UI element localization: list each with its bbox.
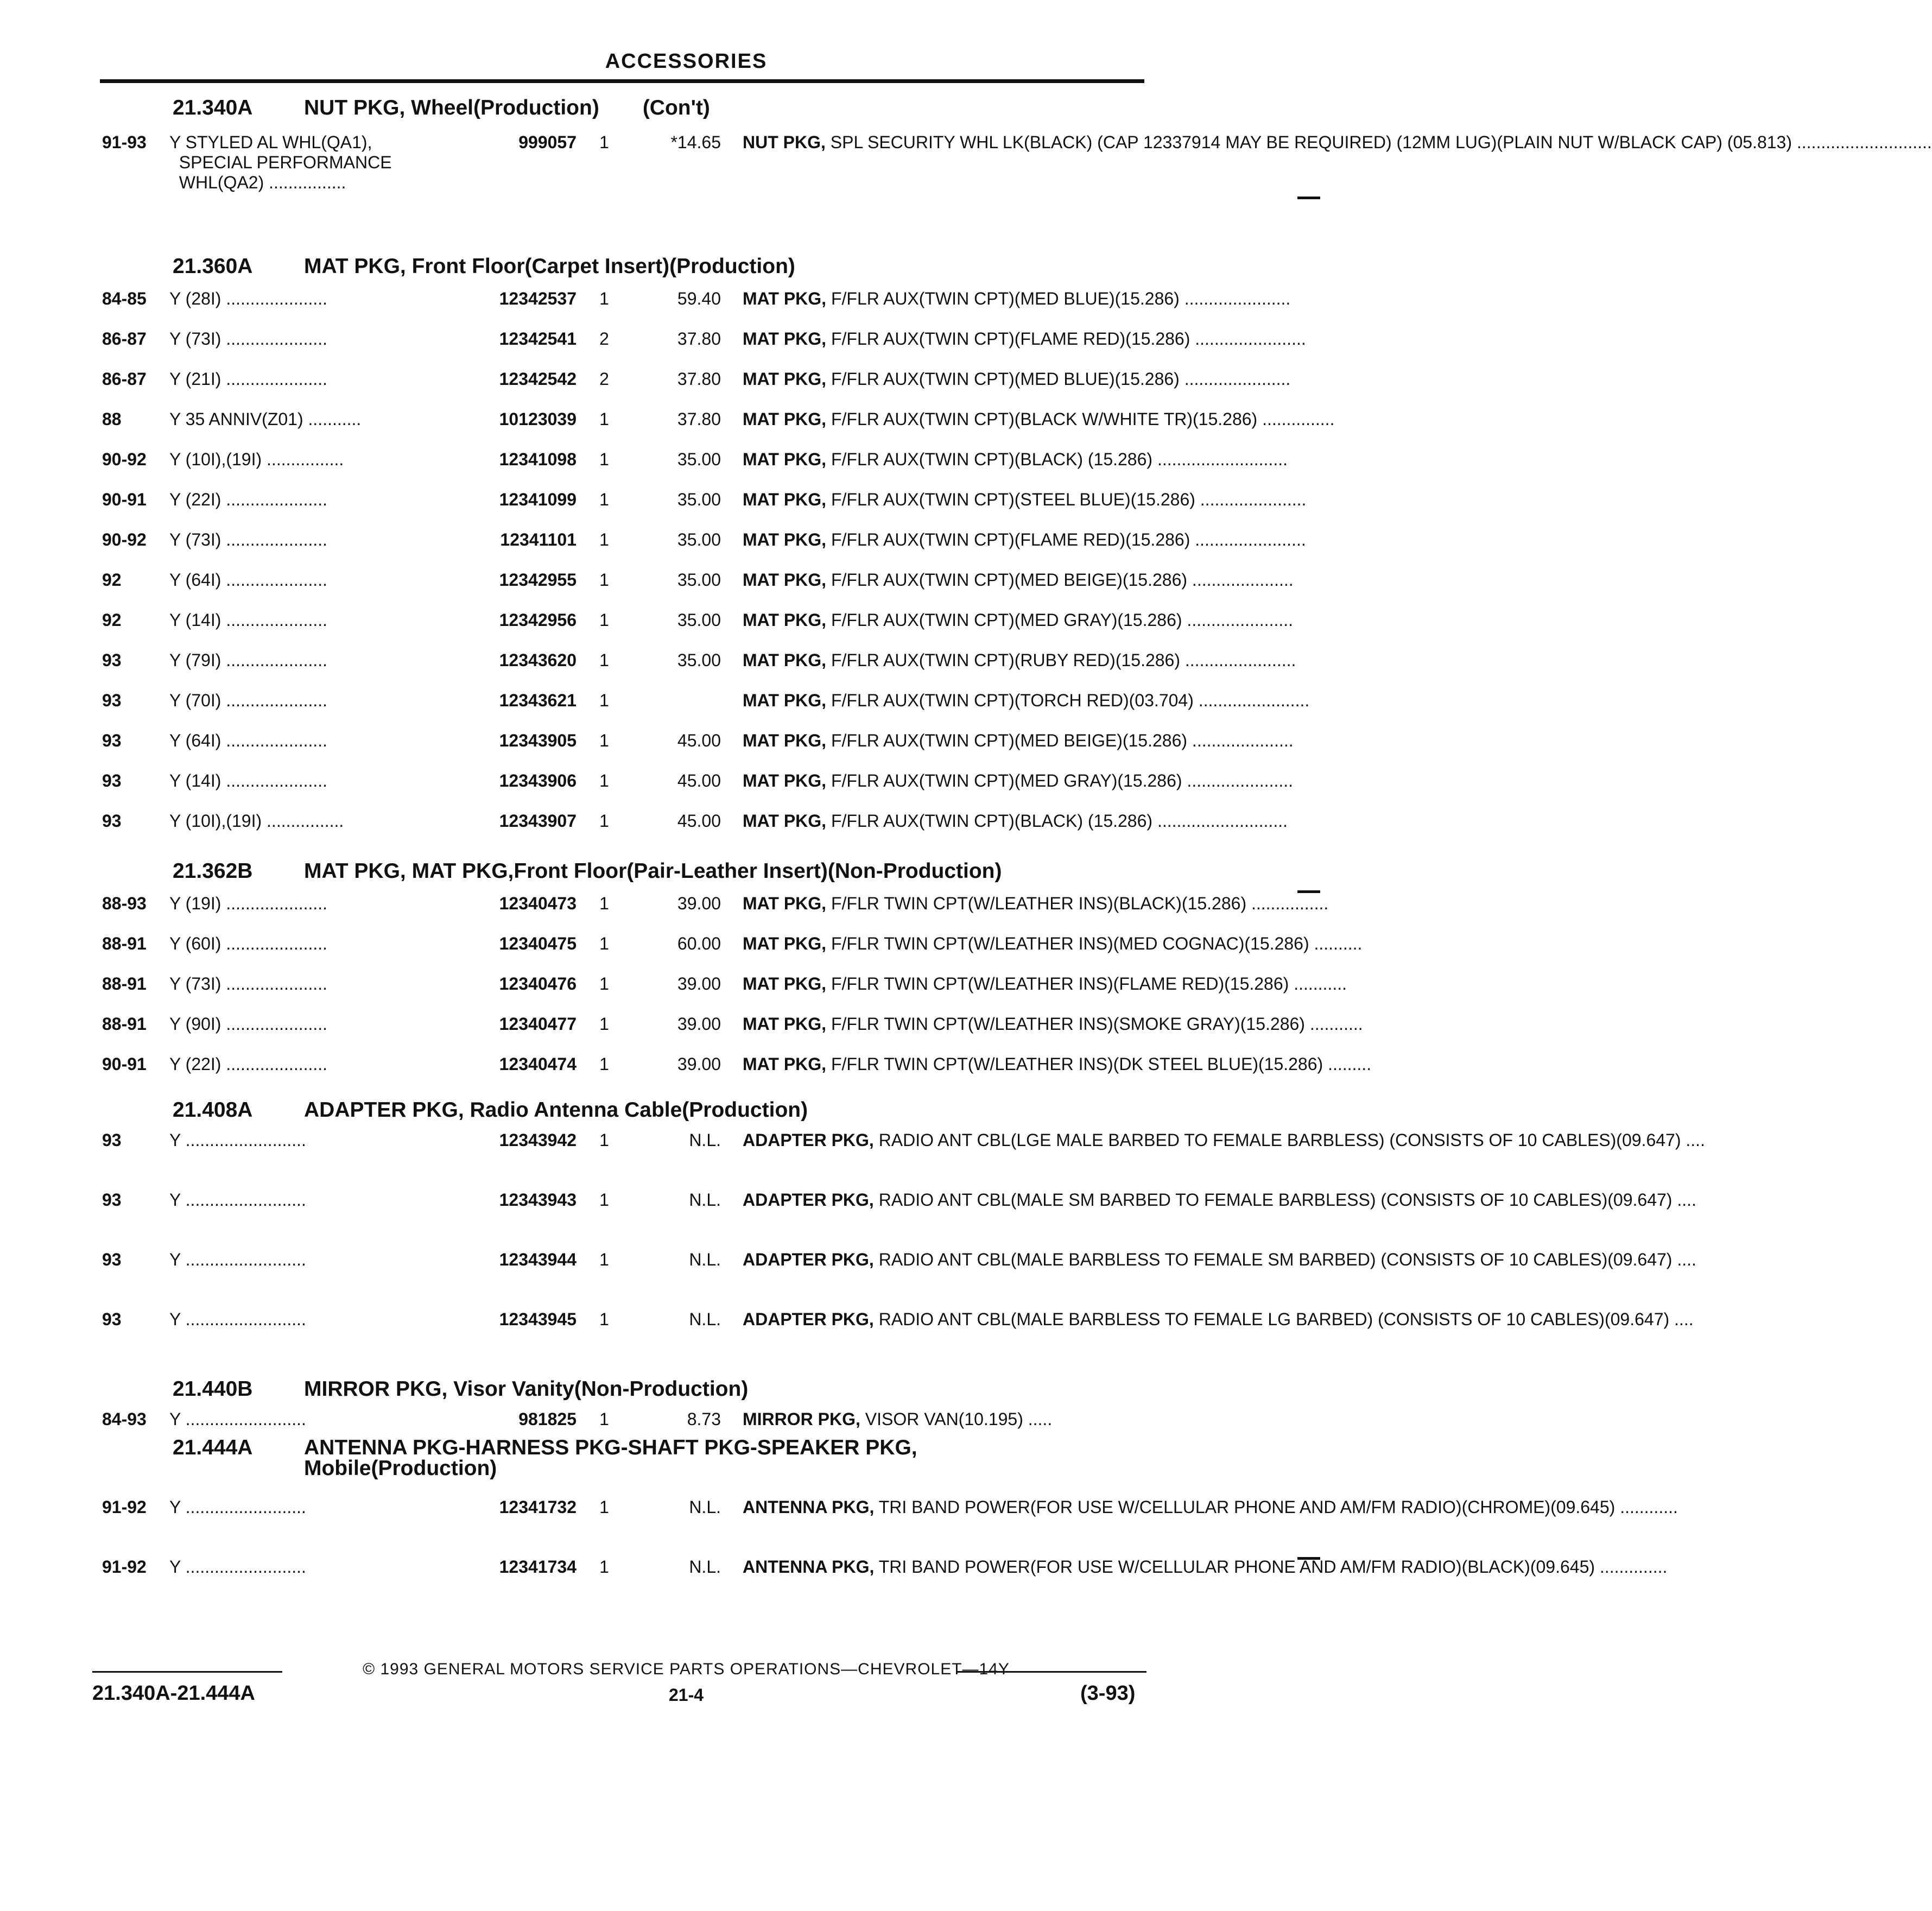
list-price: N.L. <box>689 1497 721 1517</box>
list-price: N.L. <box>689 1309 721 1329</box>
quantity: 1 <box>599 771 609 790</box>
section-heading <box>173 1379 1171 1400</box>
section-title: MAT PKG, Front Floor(Carpet Insert)(Production) <box>304 255 795 278</box>
list-price: 37.80 <box>677 369 721 389</box>
part-number: 12342537 <box>499 289 577 308</box>
part-name: ANTENNA PKG, <box>743 1557 875 1577</box>
part-details: F/FLR TWIN CPT(W/LEATHER INS)(MED COGNAC)(15.286) .......... <box>826 934 1363 953</box>
list-price: 60.00 <box>677 934 721 953</box>
quantity: 1 <box>599 1250 609 1269</box>
model-years: 90-92 <box>102 450 147 469</box>
part-name: MAT PKG, <box>743 1054 827 1074</box>
model-years: 93 <box>102 1309 122 1329</box>
usage-description: Y (90I) ..................... <box>169 1014 328 1034</box>
part-description <box>743 1409 1161 1429</box>
list-price: 8.73 <box>687 1409 721 1429</box>
part-number: 12341101 <box>500 530 577 549</box>
part-number: 12343943 <box>499 1190 577 1210</box>
model-years: 93 <box>102 1250 122 1269</box>
quantity: 1 <box>599 530 609 549</box>
part-name: MAT PKG, <box>743 610 827 630</box>
list-price: 39.00 <box>677 1054 721 1074</box>
part-number: 12342955 <box>499 570 577 590</box>
part-description <box>743 610 1294 630</box>
model-years: 90-92 <box>102 530 147 549</box>
model-years: 93 <box>102 771 122 790</box>
part-number: 12343905 <box>499 731 577 750</box>
section-heading <box>173 1438 1171 1479</box>
part-name: MAT PKG, <box>743 289 827 308</box>
usage-description: Y ......................... <box>169 1130 306 1150</box>
part-name: MAT PKG, <box>743 731 827 750</box>
part-details: F/FLR TWIN CPT(W/LEATHER INS)(FLAME RED)(15.286) ........... <box>826 974 1347 994</box>
part-details: F/FLR AUX(TWIN CPT)(MED GRAY)(15.286) ...................... <box>826 771 1294 790</box>
part-name: MAT PKG, <box>743 329 827 349</box>
part-name: MAT PKG, <box>743 811 827 831</box>
section-title: NUT PKG, Wheel(Production) <box>304 96 599 119</box>
margin-mark <box>1297 890 1320 893</box>
section-heading <box>173 861 1171 882</box>
model-years: 93 <box>102 811 122 831</box>
usage-description: Y (19I) ..................... <box>169 894 328 913</box>
part-number: 12341098 <box>499 450 577 469</box>
usage-description: Y (21I) ..................... <box>169 369 328 389</box>
quantity: 1 <box>599 731 609 750</box>
model-years: 91-92 <box>102 1557 147 1577</box>
revision-date: (3-93) <box>1080 1682 1136 1705</box>
part-name: MAT PKG, <box>743 934 827 953</box>
part-name: MAT PKG, <box>743 409 827 429</box>
model-years: 92 <box>102 570 122 590</box>
section-continued: (Con't) <box>642 96 710 119</box>
part-details: F/FLR AUX(TWIN CPT)(STEEL BLUE)(15.286) ...................... <box>826 490 1307 509</box>
quantity: 1 <box>599 1409 609 1429</box>
quantity: 1 <box>599 894 609 913</box>
quantity: 1 <box>599 610 609 630</box>
part-details: F/FLR AUX(TWIN CPT)(FLAME RED)(15.286) ....................... <box>826 530 1306 549</box>
part-name: MAT PKG, <box>743 450 827 469</box>
usage-description: Y 35 ANNIV(Z01) ........... <box>169 409 362 429</box>
part-details: RADIO ANT CBL(LGE MALE BARBED TO FEMALE BARBLESS) (CONSISTS OF 10 CABLES)(09.647) .... <box>873 1130 1705 1150</box>
model-years: 90-91 <box>102 1054 147 1074</box>
list-price: 39.00 <box>677 1014 721 1034</box>
model-years: 91-93 <box>102 132 147 152</box>
usage-description: Y ......................... <box>169 1497 306 1517</box>
part-details: F/FLR AUX(TWIN CPT)(FLAME RED)(15.286) ....................... <box>826 329 1306 349</box>
part-description <box>743 409 1335 429</box>
usage-description: Y (14I) ..................... <box>169 610 328 630</box>
model-years: 84-93 <box>102 1409 147 1429</box>
part-number: 12340474 <box>499 1054 577 1074</box>
part-name: ANTENNA PKG, <box>743 1497 875 1517</box>
usage-description: Y (64I) ..................... <box>169 570 328 590</box>
usage-description: Y (79I) ..................... <box>169 650 328 670</box>
quantity: 1 <box>599 289 609 308</box>
part-number: 12343945 <box>499 1309 577 1329</box>
section-code: 21.440B <box>173 1377 253 1401</box>
part-number: 12340475 <box>499 934 577 953</box>
list-price: 37.80 <box>677 329 721 349</box>
part-description <box>743 530 1306 550</box>
part-name: MAT PKG, <box>743 974 827 994</box>
section-code: 21.444A <box>173 1436 253 1459</box>
part-name: MIRROR PKG, <box>743 1409 860 1429</box>
list-price: 35.00 <box>677 490 721 509</box>
quantity: 1 <box>599 1309 609 1329</box>
part-name: ADAPTER PKG, <box>743 1309 874 1329</box>
list-price: 35.00 <box>677 530 721 549</box>
part-details: RADIO ANT CBL(MALE SM BARBED TO FEMALE BARBLESS) (CONSISTS OF 10 CABLES)(09.647) .... <box>873 1190 1696 1210</box>
part-details: F/FLR AUX(TWIN CPT)(MED BEIGE)(15.286) ..................... <box>826 731 1294 750</box>
part-details: F/FLR TWIN CPT(W/LEATHER INS)(SMOKE GRAY)(15.286) ........... <box>826 1014 1363 1034</box>
model-years: 93 <box>102 731 122 750</box>
part-details: SPL SECURITY WHL LK(BLACK) (CAP 12337914 MAY BE REQUIRED) (12MM LUG)(PLAIN NUT W/BLACK CAP) (05.813) ............................ <box>825 132 1932 152</box>
usage-description: Y STYLED AL WHL(QA1), SPECIAL PERFORMANCE WHL(QA2) ................ <box>169 132 392 192</box>
usage-description: Y (10I),(19I) ................ <box>169 811 344 831</box>
usage-description: Y ......................... <box>169 1409 306 1429</box>
section-title: ANTENNA PKG-HARNESS PKG-SHAFT PKG-SPEAKER PKG, Mobile(Production) <box>304 1436 917 1480</box>
part-description <box>743 369 1291 389</box>
section-code: 21.340A <box>173 96 253 119</box>
part-details: F/FLR AUX(TWIN CPT)(MED BEIGE)(15.286) ..................... <box>826 570 1294 590</box>
part-name: MAT PKG, <box>743 771 827 790</box>
usage-description: Y (73I) ..................... <box>169 530 328 549</box>
footer-section-range: 21.340A-21.444A <box>92 1682 255 1705</box>
model-years: 88-93 <box>102 894 147 913</box>
usage-description: Y (22I) ..................... <box>169 490 328 509</box>
list-price: 59.40 <box>677 289 721 308</box>
part-details: F/FLR AUX(TWIN CPT)(BLACK W/WHITE TR)(15.286) ............... <box>826 409 1335 429</box>
part-name: ADAPTER PKG, <box>743 1250 874 1269</box>
part-number: 12343944 <box>499 1250 577 1269</box>
quantity: 1 <box>599 811 609 831</box>
quantity: 1 <box>599 1130 609 1150</box>
quantity: 1 <box>599 1054 609 1074</box>
list-price: 37.80 <box>677 409 721 429</box>
usage-description: Y ......................... <box>169 1309 306 1329</box>
part-description <box>743 132 1932 153</box>
list-price: N.L. <box>689 1250 721 1269</box>
part-number: 981825 <box>518 1409 577 1429</box>
section-heading <box>173 1100 1171 1121</box>
usage-description: Y (73I) ..................... <box>169 329 328 349</box>
part-name: ADAPTER PKG, <box>743 1130 874 1150</box>
part-description <box>743 771 1294 791</box>
model-years: 84-85 <box>102 289 147 308</box>
part-number: 12343906 <box>499 771 577 790</box>
part-name: MAT PKG, <box>743 894 827 913</box>
list-price: 39.00 <box>677 894 721 913</box>
quantity: 1 <box>599 450 609 469</box>
part-description <box>743 934 1363 954</box>
quantity: 1 <box>599 1014 609 1034</box>
list-price: 35.00 <box>677 610 721 630</box>
quantity: 2 <box>599 369 609 389</box>
part-description <box>743 650 1296 670</box>
page-title: ACCESSORIES <box>605 50 768 73</box>
usage-description: Y ......................... <box>169 1250 306 1269</box>
quantity: 1 <box>599 1190 609 1210</box>
part-number: 999057 <box>518 132 577 152</box>
part-description <box>743 1250 1696 1270</box>
part-description <box>743 1130 1705 1150</box>
part-description <box>743 1309 1694 1330</box>
part-description <box>743 490 1307 510</box>
part-number: 12342956 <box>499 610 577 630</box>
list-price: N.L. <box>689 1190 721 1210</box>
list-price: 35.00 <box>677 450 721 469</box>
section-title: MAT PKG, MAT PKG,Front Floor(Pair-Leather Insert)(Non-Production) <box>304 859 1002 883</box>
section-code: 21.360A <box>173 255 253 278</box>
usage-description: Y (64I) ..................... <box>169 731 328 750</box>
part-name: MAT PKG, <box>743 530 827 549</box>
part-number: 12343621 <box>499 691 577 710</box>
part-number: 12341734 <box>499 1557 577 1577</box>
model-years: 88-91 <box>102 974 147 994</box>
part-number: 12342542 <box>499 369 577 389</box>
section-heading <box>173 98 1171 118</box>
part-name: MAT PKG, <box>743 490 827 509</box>
part-name: MAT PKG, <box>743 369 827 389</box>
section-heading <box>173 256 1171 277</box>
part-details: F/FLR AUX(TWIN CPT)(MED BLUE)(15.286) ...................... <box>826 289 1291 308</box>
model-years: 88 <box>102 409 122 429</box>
part-details: TRI BAND POWER(FOR USE W/CELLULAR PHONE AND AM/FM RADIO)(CHROME)(09.645) ............ <box>874 1497 1678 1517</box>
quantity: 1 <box>599 490 609 509</box>
model-years: 93 <box>102 650 122 670</box>
quantity: 1 <box>599 691 609 710</box>
part-name: MAT PKG, <box>743 650 827 670</box>
part-name: ADAPTER PKG, <box>743 1190 874 1210</box>
part-details: VISOR VAN(10.195) ..... <box>860 1409 1053 1429</box>
quantity: 1 <box>599 570 609 590</box>
quantity: 1 <box>599 132 609 152</box>
part-number: 12341099 <box>499 490 577 509</box>
footer-rule-right <box>957 1671 1146 1673</box>
part-description <box>743 691 1310 711</box>
margin-mark <box>1297 1557 1320 1560</box>
list-price: N.L. <box>689 1130 721 1150</box>
part-description <box>743 894 1329 914</box>
usage-description: Y (70I) ..................... <box>169 691 328 710</box>
model-years: 93 <box>102 1130 122 1150</box>
part-description <box>743 974 1347 994</box>
list-price: 45.00 <box>677 811 721 831</box>
part-details: RADIO ANT CBL(MALE BARBLESS TO FEMALE SM BARBED) (CONSISTS OF 10 CABLES)(09.647) .... <box>873 1250 1696 1269</box>
page-number: 21-4 <box>668 1685 704 1705</box>
part-number: 10123039 <box>499 409 577 429</box>
section-title: ADAPTER PKG, Radio Antenna Cable(Production) <box>304 1098 808 1122</box>
part-details: F/FLR AUX(TWIN CPT)(RUBY RED)(15.286) ....................... <box>826 650 1296 670</box>
part-description <box>743 450 1288 470</box>
part-description <box>743 731 1294 751</box>
margin-mark <box>1297 197 1320 199</box>
part-description <box>743 289 1291 309</box>
part-details: F/FLR AUX(TWIN CPT)(MED BLUE)(15.286) ...................... <box>826 369 1291 389</box>
list-price: 45.00 <box>677 771 721 790</box>
usage-description: Y (60I) ..................... <box>169 934 328 953</box>
part-number: 12340473 <box>499 894 577 913</box>
part-description <box>743 1190 1696 1210</box>
list-price: N.L. <box>689 1557 721 1577</box>
part-details: RADIO ANT CBL(MALE BARBLESS TO FEMALE LG BARBED) (CONSISTS OF 10 CABLES)(09.647) .... <box>873 1309 1694 1329</box>
model-years: 88-91 <box>102 934 147 953</box>
model-years: 86-87 <box>102 369 147 389</box>
list-price: 35.00 <box>677 650 721 670</box>
quantity: 1 <box>599 1557 609 1577</box>
part-description <box>743 811 1288 831</box>
section-code: 21.408A <box>173 1098 253 1122</box>
usage-description: Y (28I) ..................... <box>169 289 328 308</box>
part-name: NUT PKG, <box>743 132 826 152</box>
usage-description: Y ......................... <box>169 1557 306 1577</box>
quantity: 2 <box>599 329 609 349</box>
quantity: 1 <box>599 409 609 429</box>
usage-description: Y (73I) ..................... <box>169 974 328 994</box>
section-code: 21.362B <box>173 859 253 883</box>
quantity: 1 <box>599 934 609 953</box>
part-description <box>743 1054 1372 1074</box>
part-number: 12343907 <box>499 811 577 831</box>
list-price: *14.65 <box>670 132 721 152</box>
quantity: 1 <box>599 974 609 994</box>
model-years: 92 <box>102 610 122 630</box>
part-name: MAT PKG, <box>743 691 827 710</box>
part-description <box>743 570 1294 590</box>
part-description <box>743 1014 1363 1034</box>
part-details: TRI BAND POWER(FOR USE W/CELLULAR PHONE AND AM/FM RADIO)(BLACK)(09.645) .............. <box>874 1557 1668 1577</box>
part-description <box>743 1497 1678 1517</box>
part-description <box>743 329 1306 349</box>
list-price: 39.00 <box>677 974 721 994</box>
model-years: 86-87 <box>102 329 147 349</box>
part-number: 12340477 <box>499 1014 577 1034</box>
list-price: 35.00 <box>677 570 721 590</box>
part-details: F/FLR AUX(TWIN CPT)(BLACK) (15.286) ........................... <box>826 450 1288 469</box>
model-years: 93 <box>102 691 122 710</box>
part-details: F/FLR AUX(TWIN CPT)(TORCH RED)(03.704) ....................... <box>826 691 1310 710</box>
usage-description: Y (10I),(19I) ................ <box>169 450 344 469</box>
part-details: F/FLR AUX(TWIN CPT)(BLACK) (15.286) ........................... <box>826 811 1288 831</box>
section-title: MIRROR PKG, Visor Vanity(Non-Production) <box>304 1377 749 1401</box>
usage-description: Y (14I) ..................... <box>169 771 328 790</box>
quantity: 1 <box>599 650 609 670</box>
part-number: 12341732 <box>499 1497 577 1517</box>
list-price: 45.00 <box>677 731 721 750</box>
model-years: 90-91 <box>102 490 147 509</box>
part-number: 12340476 <box>499 974 577 994</box>
part-number: 12343620 <box>499 650 577 670</box>
part-name: MAT PKG, <box>743 570 827 590</box>
footer-copyright: © 1993 GENERAL MOTORS SERVICE PARTS OPERATIONS—CHEVROLET—14Y <box>363 1660 1010 1678</box>
usage-description: Y (22I) ..................... <box>169 1054 328 1074</box>
model-years: 91-92 <box>102 1497 147 1517</box>
part-number: 12342541 <box>499 329 577 349</box>
part-description <box>743 1557 1668 1577</box>
part-details: F/FLR TWIN CPT(W/LEATHER INS)(DK STEEL BLUE)(15.286) ......... <box>826 1054 1372 1074</box>
part-name: MAT PKG, <box>743 1014 827 1034</box>
quantity: 1 <box>599 1497 609 1517</box>
model-years: 93 <box>102 1190 122 1210</box>
model-years: 88-91 <box>102 1014 147 1034</box>
usage-description: Y ......................... <box>169 1190 306 1210</box>
part-details: F/FLR TWIN CPT(W/LEATHER INS)(BLACK)(15.286) ................ <box>826 894 1329 913</box>
part-number: 12343942 <box>499 1130 577 1150</box>
part-details: F/FLR AUX(TWIN CPT)(MED GRAY)(15.286) ...................... <box>826 610 1294 630</box>
